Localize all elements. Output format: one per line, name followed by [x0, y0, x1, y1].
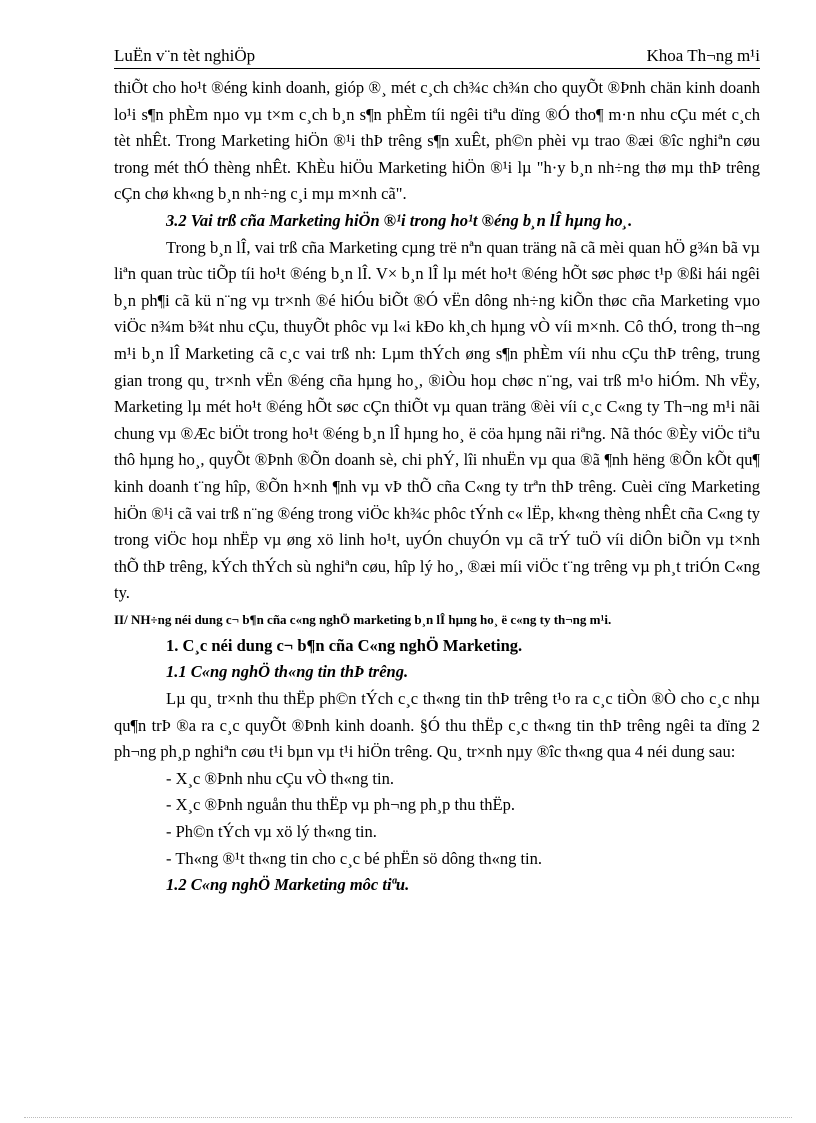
chapter-heading-II: II/ NH÷ng néi dung c¬ b¶n cña c«ng nghÖ marketing b¸n lÎ hµng ho¸ ë c«ng ty th¬ng m¹i.: [114, 611, 612, 627]
header-rule: [114, 68, 760, 69]
content-list: [114, 766, 760, 872]
header-thesis-label: LuËn v¨n tèt nghiÖp: [114, 46, 256, 65]
list-item: - X¸c ®Þnh nguån thu thËp vµ ph¬ng ph¸p thu thËp.: [166, 795, 515, 815]
page-bottom-border: [24, 1117, 792, 1118]
page-header: [114, 44, 760, 68]
paragraph-market-info: Lµ qu¸ tr×nh thu thËp ph©n tÝch c¸c th«ng tin thÞ trêng t¹o ra c¸c tiÒn ®Ò cho c¸c nhµ qu¶n trÞ ®a ra c¸c quyÕt ®Þnh kinh doanh. §Ó thu thËp c¸c th«ng tin thÞ trêng ngêi ta dïng 2 ph¬ng ph¸p nghiªn cøu t¹i bµn vµ t¹i hiÖn trêng. Qu¸ tr×nh nµy ®îc th«ng qua 4 néi dung sau:: [114, 689, 760, 762]
list-item: - Ph©n tÝch vµ xö lý th«ng tin.: [166, 822, 377, 842]
paragraph-retail-role: Trong b¸n lÎ, vai trß cña Marketing cµng trë nªn quan träng nã cã mèi quan hÖ g¾n bã vµ liªn quan trùc tiÕp tíi ho¹t ®éng b¸n lÎ. V× b¸n lÎ lµ mét ho¹t ®éng hÕt søc phøc t¹p ®ßi hái ngêi b¸n ph¶i cã kü n¨ng vµ tr×nh ®é hiÓu biÕt ®Ó vËn dông nh÷ng kiÕn thøc cña Marketing vµo viÖc n¾m b¾t nhu cÇu, thuyÕt phôc vµ l«i kÐo kh¸ch hµng vÒ víi m×nh. Cô thÓ, trong th¬ng m¹i b¸n lÎ Marketing cã c¸c vai trß nh: Lµm thÝch øng s¶n phÈm víi nhu cÇu thÞ trêng, trung gian trong qu¸ tr×nh vËn ®éng cña hµng ho¸, ®iÒu hoµ chøc n¨ng, vai trß m¹o hiÓm. Nh vËy, Marketing lµ mét ho¹t ®éng hÕt søc cÇn thiÕt vµ quan träng ®èi víi c¸c C«ng ty Th¬ng m¹i nãi chung vµ ®Æc biÖt trong ho¹t ®éng b¸n lÎ hµng ho¸ ë cöa hµng nãi riªng. Nã thóc ®Èy viÖc tiªu thô hµng ho¸, quyÕt ®Þnh ®Õn doanh sè, chi phÝ, lîi nhuËn vµ qua ®ã ¶nh hëng ®Õn kÕt qu¶ kinh doanh t¨ng hîp, ®Õn h×nh ¶nh vµ vÞ thÕ cña C«ng ty trªn thÞ trêng. Cuèi cïng Marketing hiÖn ®¹i cã vai trß n¨ng ®éng trong viÖc kh¾c phôc tÝnh c« lËp, kh«ng thèng nhÊt cña C«ng ty trong viÖc hoµ nhËp vµ øng xö linh ho¹t, uyÓn chuyÓn vµ cã trÝ tuÖ víi diÔn biÕn vµ t×nh thÕ thÞ trêng, kÝch thÝch sù nghiªn cøu, hîp lý ho¸, ®æi míi viÖc t¨ng trêng vµ ph¸t triÓn C«ng ty.: [114, 237, 760, 603]
section-heading-1-2: 1.2 C«ng nghÖ Marketing môc tiªu.: [166, 875, 410, 895]
document-body: [114, 75, 760, 899]
list-item: - Th«ng ®¹t th«ng tin cho c¸c bé phËn sö dông th«ng tin.: [166, 848, 543, 868]
list-item: - X¸c ®Þnh nhu cÇu vÒ th«ng tin.: [166, 768, 394, 788]
section-heading-1: 1. C¸c néi dung c¬ b¶n cña C«ng nghÖ Marketing.: [166, 635, 523, 655]
section-heading-3-2: 3.2 Vai trß cña Marketing hiÖn ®¹i trong ho¹t ®éng b¸n lÎ hµng ho¸.: [166, 210, 633, 230]
paragraph-intro: thiÕt cho ho¹t ®éng kinh doanh, gióp ®¸ mét c¸ch ch¾c ch¾n cho quyÕt ®Þnh chän kinh doanh lo¹i s¶n phÈm nµo vµ t×m c¸ch b¸n s¶n phÈm tíi ngêi tiªu dïng ®Ó tho¶ m·n nhu cÇu mét c¸ch tèt nhÊt. Trong Marketing hiÖn ®¹i thÞ trêng s¶n xuÊt, ph©n phèi vµ trao ®æi ®îc nghiªn cøu trong mét thÓ thèng nhÊt. KhÈu hiÖu Marketing hiÖn ®¹i lµ "h·y b¸n nh÷ng thø mµ thÞ trêng cÇn chø kh«ng b¸n nh÷ng c¸i mµ m×nh cã".: [114, 78, 760, 204]
header-faculty-label: Khoa Th¬ng m¹i: [646, 46, 760, 65]
section-heading-1-1: 1.1 C«ng nghÖ th«ng tin thÞ trêng.: [166, 662, 409, 682]
